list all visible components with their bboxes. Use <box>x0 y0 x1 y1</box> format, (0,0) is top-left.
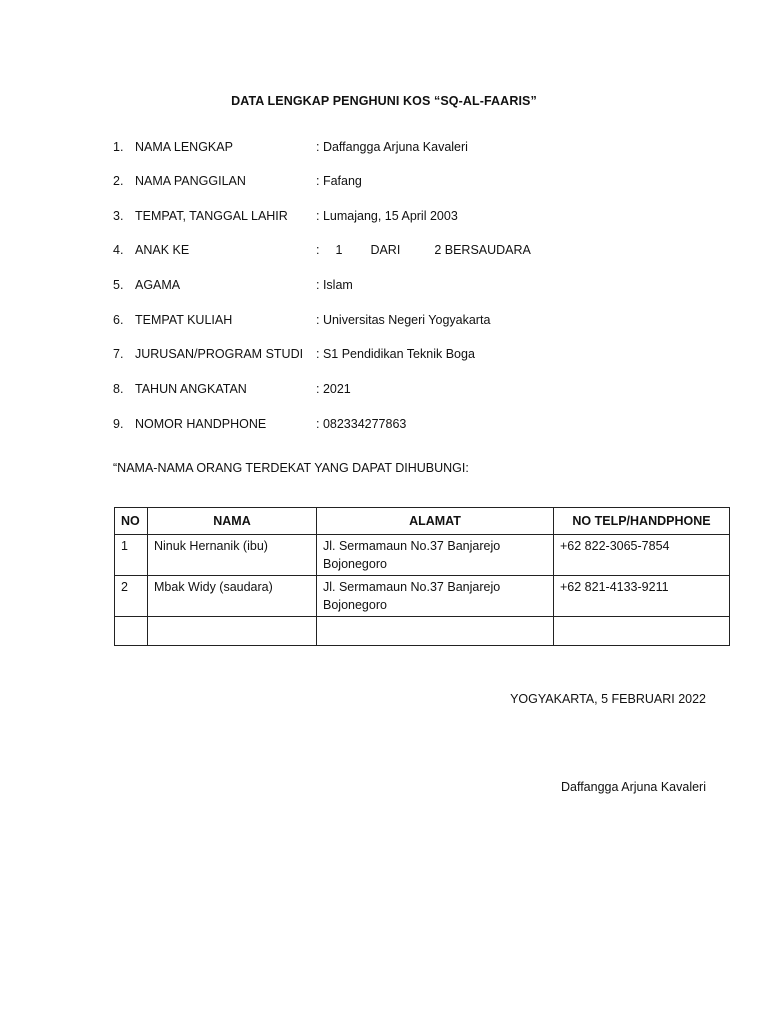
field-jurusan <box>113 345 633 363</box>
contacts-heading: “NAMA-NAMA ORANG TERDEKAT YANG DAPAT DIHUBUNGI: <box>113 461 469 475</box>
header-telp: NO TELP/HANDPHONE <box>554 508 730 535</box>
field-label: TEMPAT, TANGGAL LAHIR <box>135 209 288 223</box>
field-agama <box>113 276 633 294</box>
field-value: : Islam <box>316 278 353 292</box>
field-label: NAMA LENGKAP <box>135 140 233 154</box>
alamat-line1: Jl. Sermamaun No.37 Banjarejo <box>323 539 501 553</box>
field-label: TEMPAT KULIAH <box>135 313 233 327</box>
field-number: 3. <box>113 209 124 223</box>
cell-alamat <box>317 576 554 617</box>
field-nomor-handphone <box>113 415 633 433</box>
field-number: 4. <box>113 243 124 257</box>
field-label: NAMA PANGGILAN <box>135 174 246 188</box>
cell-no: 2 <box>115 576 148 617</box>
alamat-line1: Jl. Sermamaun No.37 Banjarejo <box>323 580 501 594</box>
field-tempat-tanggal-lahir <box>113 207 633 225</box>
signature-name: Daffangga Arjuna Kavaleri <box>560 780 706 794</box>
field-tempat-kuliah <box>113 311 633 329</box>
field-value: : Lumajang, 15 April 2003 <box>316 209 458 223</box>
field-number: 6. <box>113 313 124 327</box>
field-number: 9. <box>113 417 124 431</box>
field-value: : Fafang <box>316 174 362 188</box>
anak-ke-dari: DARI <box>370 243 401 257</box>
field-value <box>316 241 531 259</box>
table-row-empty <box>115 617 730 646</box>
alamat-line2: Bojonegoro <box>323 557 387 571</box>
field-label: TAHUN ANGKATAN <box>135 382 247 396</box>
field-value: : Daffangga Arjuna Kavaleri <box>316 140 468 154</box>
field-value: : Universitas Negeri Yogyakarta <box>316 313 491 327</box>
header-alamat: ALAMAT <box>317 508 554 535</box>
field-nama-lengkap <box>113 138 633 156</box>
field-number: 5. <box>113 278 124 292</box>
field-number: 1. <box>113 140 124 154</box>
field-value: : 082334277863 <box>316 417 407 431</box>
document-title: DATA LENGKAP PENGHUNI KOS “SQ-AL-FAARIS” <box>231 94 537 108</box>
cell-empty <box>554 617 730 646</box>
anak-ke-total: 2 BERSAUDARA <box>434 243 531 257</box>
place-date: YOGYAKARTA, 5 FEBRUARI 2022 <box>510 692 706 706</box>
anak-ke-order: 1 <box>335 243 343 257</box>
field-tahun-angkatan <box>113 380 633 398</box>
cell-telp: +62 821-4133-9211 <box>554 576 730 617</box>
cell-alamat <box>317 535 554 576</box>
cell-nama: Mbak Widy (saudara) <box>148 576 317 617</box>
cell-nama: Ninuk Hernanik (ibu) <box>148 535 317 576</box>
field-label: NOMOR HANDPHONE <box>135 417 267 431</box>
field-number: 2. <box>113 174 124 188</box>
alamat-line2: Bojonegoro <box>323 598 387 612</box>
contacts-table <box>114 507 730 646</box>
cell-empty <box>148 617 317 646</box>
field-value: : 2021 <box>316 382 351 396</box>
field-label: ANAK KE <box>135 243 190 257</box>
field-number: 8. <box>113 382 124 396</box>
field-anak-ke <box>113 241 633 259</box>
cell-telp: +62 822-3065-7854 <box>554 535 730 576</box>
anak-ke-colon: : <box>316 243 320 257</box>
table-row <box>115 535 730 576</box>
cell-empty <box>115 617 148 646</box>
header-nama: NAMA <box>148 508 317 535</box>
table-row <box>115 576 730 617</box>
field-label: AGAMA <box>135 278 181 292</box>
cell-empty <box>317 617 554 646</box>
field-number: 7. <box>113 347 124 361</box>
header-no: NO <box>115 508 148 535</box>
cell-no: 1 <box>115 535 148 576</box>
field-value: : S1 Pendidikan Teknik Boga <box>316 347 475 361</box>
field-label: JURUSAN/PROGRAM STUDI <box>135 347 304 361</box>
field-nama-panggilan <box>113 172 633 190</box>
table-header-row <box>115 508 730 535</box>
